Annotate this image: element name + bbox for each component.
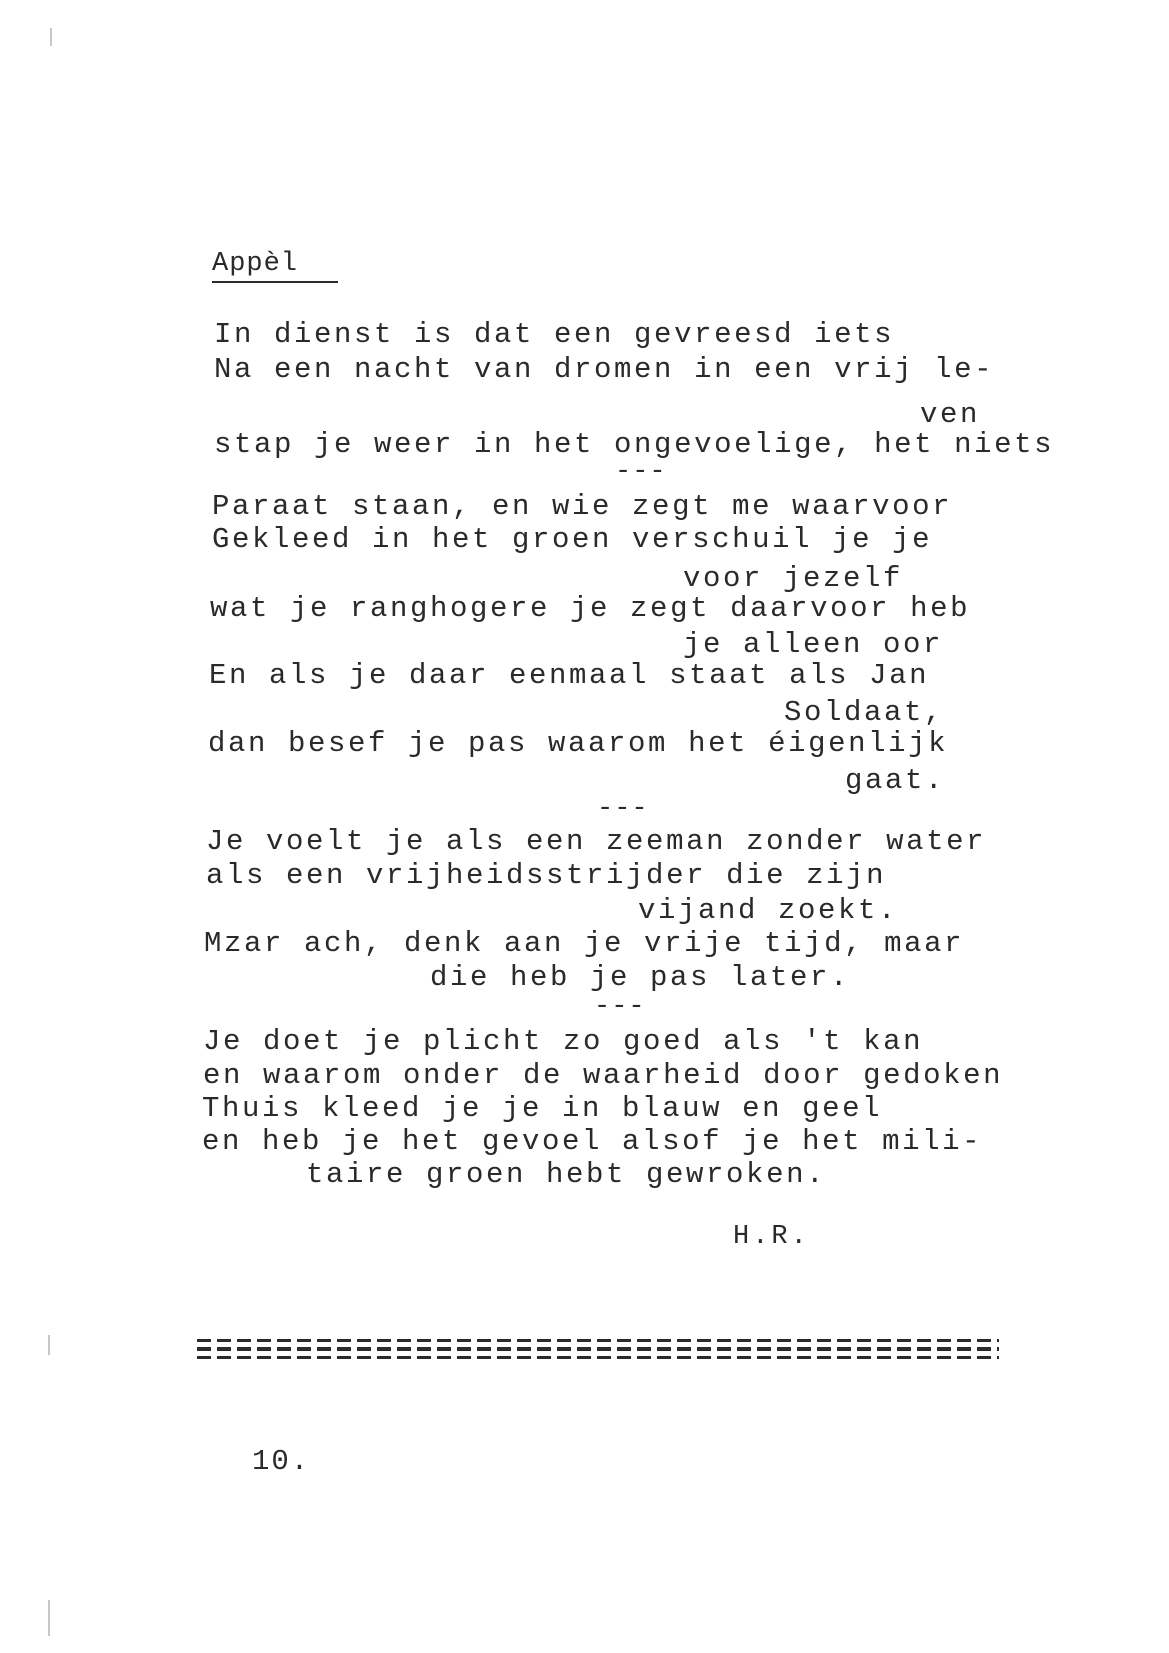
poem-line: gaat. <box>845 764 946 797</box>
poem-line: je alleen oor <box>683 628 944 661</box>
poem-line: Mzar ach, denk aan je vrije tijd, maar <box>204 927 965 960</box>
scan-mark <box>48 1600 50 1636</box>
scan-mark <box>48 1335 50 1355</box>
poem-line: die heb je pas later. <box>430 961 851 994</box>
poem-line: Je voelt je als een zeeman zonder water <box>206 825 987 858</box>
poem-title: Appèl <box>212 249 299 279</box>
poem-line: ven <box>920 398 981 431</box>
signature: H.R. <box>733 1222 810 1252</box>
poem-line: In dienst is dat een gevreesd iets <box>214 318 895 351</box>
poem-line: En als je daar eenmaal staat als Jan <box>209 659 930 692</box>
stanza-separator: --- <box>597 794 649 824</box>
poem-line: voor jezelf <box>683 562 904 595</box>
title-underline <box>212 281 338 283</box>
poem-line: en heb je het gevoel alsof je het mili- <box>202 1125 983 1158</box>
poem-line: Na een nacht van dromen in een vrij le- <box>214 353 995 386</box>
poem-line: Thuis kleed je je in blauw en geel <box>202 1092 883 1125</box>
poem-line: vijand zoekt. <box>638 894 899 927</box>
poem-line: Paraat staan, en wie zegt me waarvoor <box>212 490 953 523</box>
stanza-separator: --- <box>615 457 667 487</box>
poem-line: stap je weer in het ongevoelige, het niets <box>214 428 1055 461</box>
poem-line: wat je ranghogere je zegt daarvoor heb <box>210 592 971 625</box>
poem-line: Je doet je plicht zo goed als 't kan <box>203 1025 924 1058</box>
poem-line: Gekleed in het groen verschuil je je <box>212 523 933 556</box>
scan-mark <box>50 28 52 46</box>
poem-line: en waarom onder de waarheid door gedoken <box>203 1059 1004 1092</box>
page-number: 10. <box>252 1445 311 1478</box>
poem-line: Soldaat, <box>784 696 945 729</box>
ornamental-divider <box>197 1339 999 1359</box>
poem-line: dan besef je pas waarom het éigenlijk <box>208 727 949 760</box>
stanza-separator: --- <box>594 992 646 1022</box>
poem-line: als een vrijheidsstrijder die zijn <box>206 859 887 892</box>
poem-line: taire groen hebt gewroken. <box>306 1158 827 1191</box>
